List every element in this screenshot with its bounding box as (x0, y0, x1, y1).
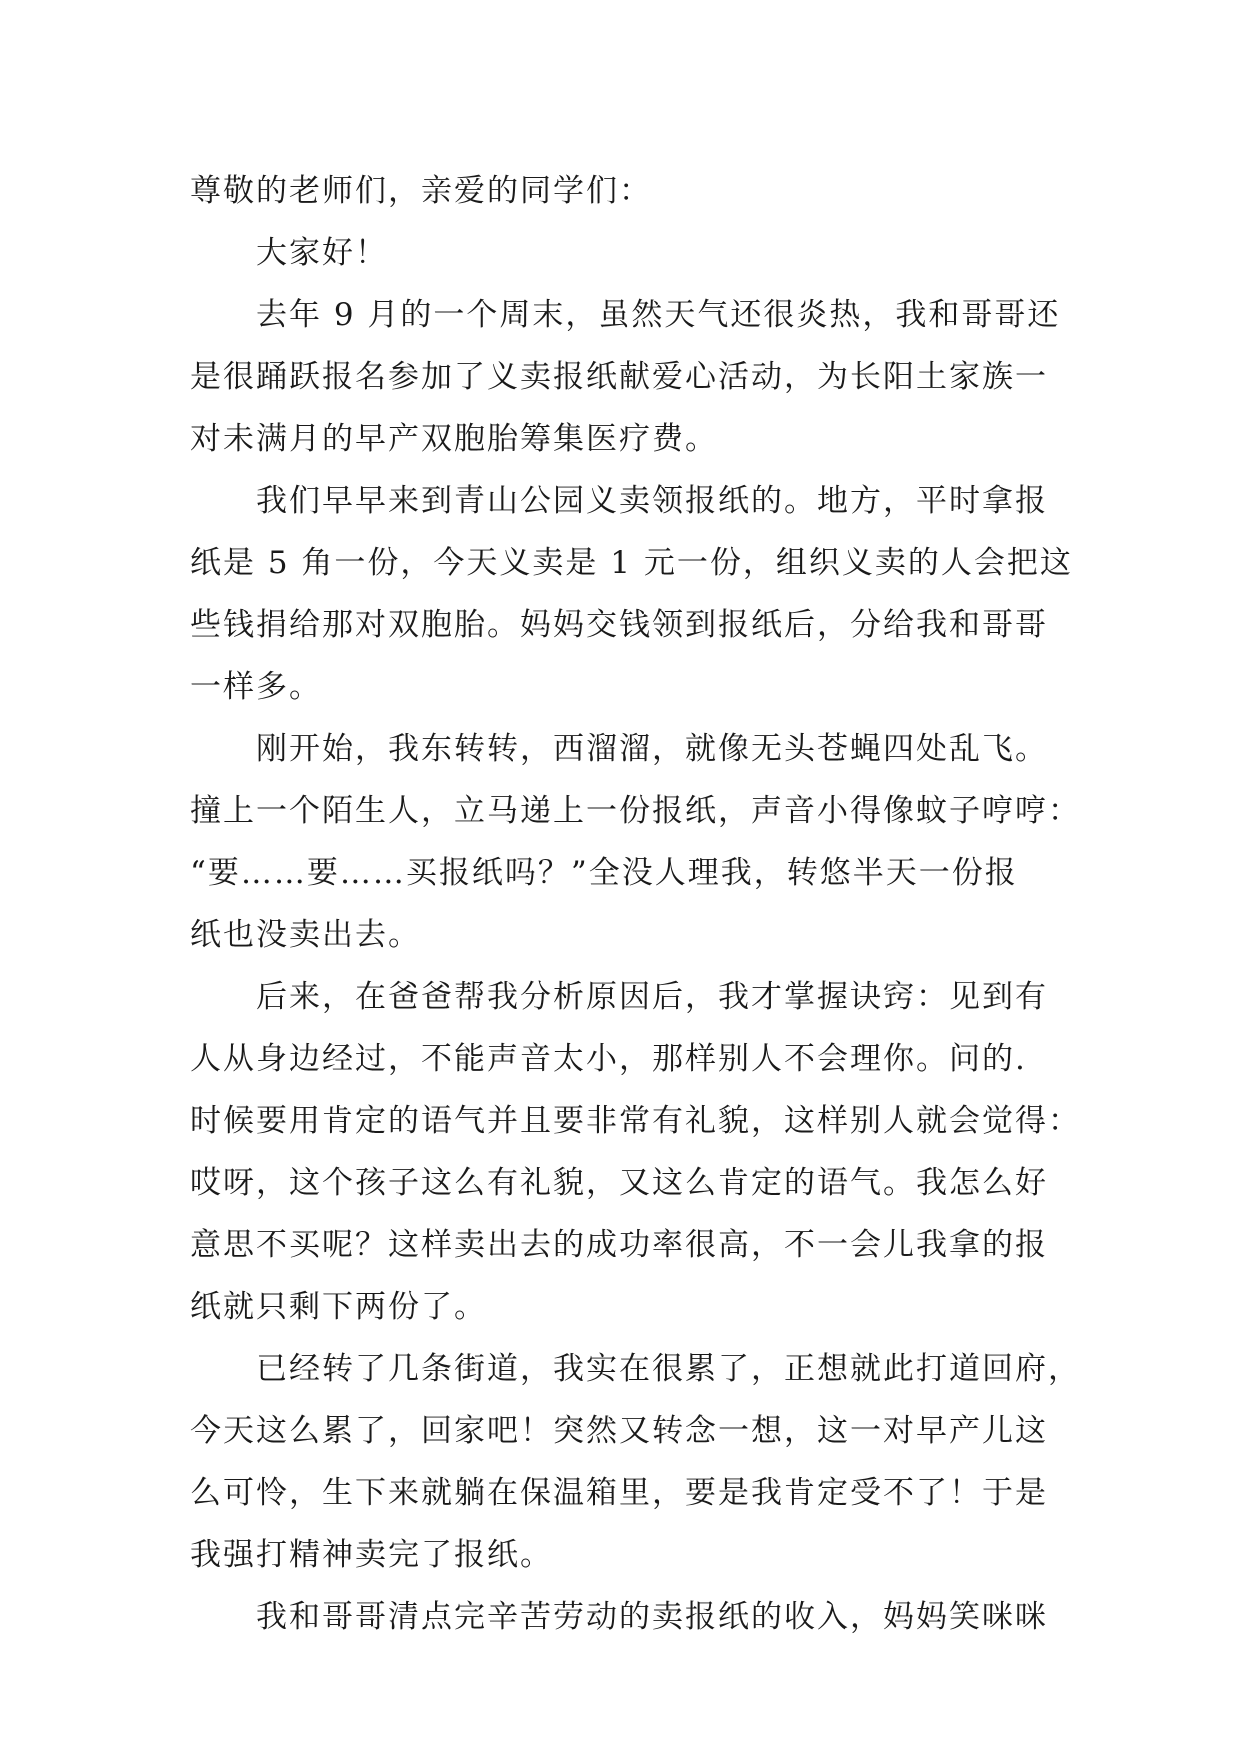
text-line: 大家好！ (256, 235, 388, 271)
document-body (190, 160, 1081, 1648)
text-line: 纸也没卖出去。 (190, 917, 421, 953)
text-line: 今天这么累了，回家吧！突然又转念一想，这一对早产儿这 (190, 1413, 1048, 1449)
text-line: 我强打精神卖完了报纸。 (190, 1537, 553, 1573)
text-line: 一样多。 (190, 669, 322, 705)
text-line: 些钱捐给那对双胞胎。妈妈交钱领到报纸后，分给我和哥哥 (190, 607, 1048, 643)
text-line: 哎呀，这个孩子这么有礼貌，又这么肯定的语气。我怎么好 (190, 1165, 1048, 1201)
text-line: 时候要用肯定的语气并且要非常有礼貌，这样别人就会觉得： (190, 1103, 1081, 1139)
text-line: 刚开始，我东转转，西溜溜，就像无头苍蝇四处乱飞。 (256, 731, 1048, 767)
text-line: 我们早早来到青山公园义卖领报纸的。地方，平时拿报 (256, 483, 1048, 519)
text-line: 纸是 5 角一份，今天义卖是 1 元一份，组织义卖的人会把这 (190, 545, 1073, 581)
text-line: 意思不买呢？这样卖出去的成功率很高，不一会儿我拿的报 (190, 1227, 1048, 1263)
text-line: 人从身边经过，不能声音太小，那样别人不会理你。问的. (190, 1041, 1027, 1077)
text-line: 纸就只剩下两份了。 (190, 1289, 487, 1325)
text-line: 后来，在爸爸帮我分析原因后，我才掌握诀窍：见到有 (256, 979, 1048, 1015)
text-line: 去年 9 月的一个周末，虽然天气还很炎热，我和哥哥还 (256, 297, 1061, 333)
text-line: 么可怜，生下来就躺在保温箱里，要是我肯定受不了！于是 (190, 1475, 1048, 1511)
text-line: 已经转了几条街道，我实在很累了，正想就此打道回府， (256, 1351, 1081, 1387)
text-line: 尊敬的老师们，亲爱的同学们： (190, 173, 652, 209)
text-line: 是很踊跃报名参加了义卖报纸献爱心活动，为长阳土家族一 (190, 359, 1048, 395)
text-line: “要……要……买报纸吗？”全没人理我，转悠半天一份报 (190, 855, 1018, 891)
text-line: 对未满月的早产双胞胎筹集医疗费。 (190, 421, 718, 457)
text-line: 我和哥哥清点完辛苦劳动的卖报纸的收入，妈妈笑咪咪 (256, 1599, 1048, 1635)
text-line: 撞上一个陌生人，立马递上一份报纸，声音小得像蚊子哼哼： (190, 793, 1081, 829)
